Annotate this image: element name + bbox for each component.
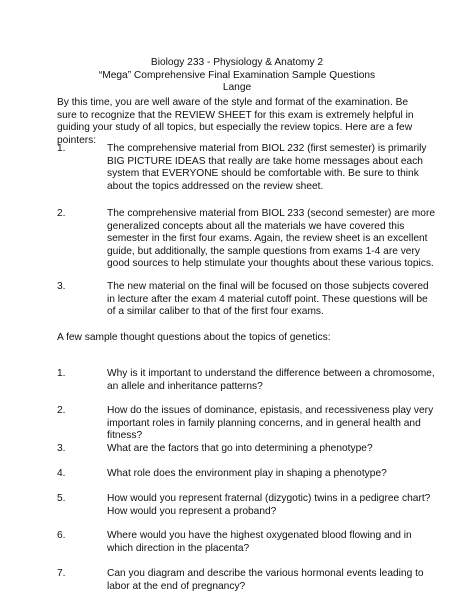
pointer-number: 2. <box>57 208 66 219</box>
question-text: Where would you have the highest oxygenated blood flowing and in which direction in the placenta? <box>107 530 412 554</box>
question-text: What are the factors that go into determining a phenotype? <box>107 443 373 454</box>
course-title: Biology 233 - Physiology & Anatomy 2 <box>150 57 324 68</box>
question-number: 5. <box>57 493 66 504</box>
exam-title: “Mega” Comprehensive Final Examination Sample Questions <box>98 69 376 81</box>
question-number: 4. <box>57 468 66 479</box>
question-number: 7. <box>57 568 66 579</box>
pointer-text: The new material on the final will be focused on those subjects covered in lecture after the exam 4 material cutoff point. These questions will be of a similar caliber to that of the first four exams. <box>107 281 429 318</box>
pointer-text: The comprehensive material from BIOL 232 (first semester) is primarily BIG PICTURE IDEAS that really are take home messages about each system that EVERYONE should be comfortable with. Be sure to think about the topics addressed on the review sheet. <box>107 143 427 192</box>
question-number: 2. <box>57 405 66 416</box>
instructor-name: Lange <box>222 82 252 94</box>
question-text: What role does the environment play in shaping a phenotype? <box>107 468 387 479</box>
pointer-number: 3. <box>57 281 66 292</box>
question-text: Can you diagram and describe the various hormonal events leading to labor at the end of pregnancy? <box>107 568 424 592</box>
pointer-number: 1. <box>57 143 66 154</box>
question-text: How would you represent fraternal (dizygotic) twins in a pedigree chart? How would you represent a proband? <box>107 493 431 517</box>
question-text: How do the issues of dominance, epistasis, and recessiveness play very important roles in family planning concerns, and in general health and fitness? <box>107 405 434 442</box>
question-number: 1. <box>57 368 66 379</box>
question-number: 3. <box>57 443 66 454</box>
genetics-questions-label: A few sample thought questions about the topics of genetics: <box>57 332 331 343</box>
question-number: 6. <box>57 530 66 541</box>
document-header <box>0 57 474 95</box>
question-text: Why is it important to understand the difference between a chromosome, an allele and inheritance patterns? <box>107 368 435 392</box>
pointer-text: The comprehensive material from BIOL 233 (second semester) are more generalized concepts about all the materials we have covered this semester in the first four exams. Again, the review sheet is an excellent guide, but additionally, the sample questions from exams 1-4 are very good sources to help stimulate your thoughts about these various topics. <box>107 208 436 270</box>
intro-paragraph: By this time, you are well aware of the style and format of the examination. Be sure to recognize that the REVIEW SHEET for this exam is extremely helpful in guiding your study of all topics, but especially the review topics. Here are a few pointers: <box>57 97 414 146</box>
